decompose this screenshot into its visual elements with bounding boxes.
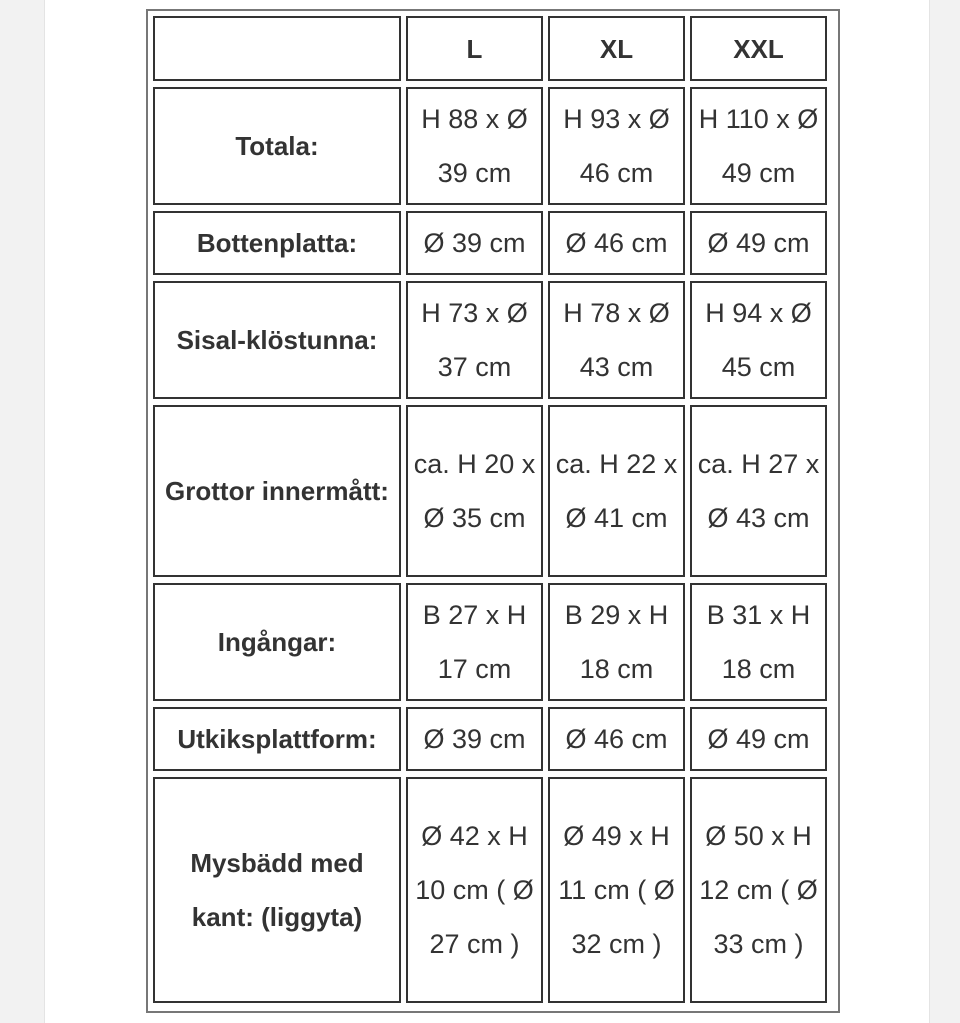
table-row <box>153 405 827 577</box>
column-header-xxl: XXL <box>690 16 827 81</box>
cell-utkiks-l: Ø 39 cm <box>406 707 543 771</box>
table-row <box>153 281 827 399</box>
cell-grottor-l: ca. H 20 x Ø 35 cm <box>406 405 543 577</box>
cell-totala-xxl: H 110 x Ø 49 cm <box>690 87 827 205</box>
cell-ingangar-xl: B 29 x H 18 cm <box>548 583 685 701</box>
table-row <box>153 707 827 771</box>
table-row <box>153 211 827 275</box>
row-label-utkiksplattform: Utkiksplattform: <box>153 707 401 771</box>
cell-grottor-xl: ca. H 22 x Ø 41 cm <box>548 405 685 577</box>
cell-sisal-l: H 73 x Ø 37 cm <box>406 281 543 399</box>
column-header-xl: XL <box>548 16 685 81</box>
cell-bottenplatta-xl: Ø 46 cm <box>548 211 685 275</box>
table-row <box>153 87 827 205</box>
row-label-sisal-klostunna: Sisal-klöstunna: <box>153 281 401 399</box>
cell-grottor-xxl: ca. H 27 x Ø 43 cm <box>690 405 827 577</box>
cell-bottenplatta-l: Ø 39 cm <box>406 211 543 275</box>
table-row <box>153 777 827 1003</box>
row-label-grottor: Grottor innermått: <box>153 405 401 577</box>
cell-bottenplatta-xxl: Ø 49 cm <box>690 211 827 275</box>
cell-totala-xl: H 93 x Ø 46 cm <box>548 87 685 205</box>
cell-totala-l: H 88 x Ø 39 cm <box>406 87 543 205</box>
table-corner-cell <box>153 16 401 81</box>
table-row <box>153 583 827 701</box>
cell-ingangar-xxl: B 31 x H 18 cm <box>690 583 827 701</box>
size-table <box>148 10 832 1009</box>
cell-utkiks-xl: Ø 46 cm <box>548 707 685 771</box>
row-label-bottenplatta: Bottenplatta: <box>153 211 401 275</box>
cell-sisal-xl: H 78 x Ø 43 cm <box>548 281 685 399</box>
column-header-l: L <box>406 16 543 81</box>
row-label-totala: Totala: <box>153 87 401 205</box>
cell-sisal-xxl: H 94 x Ø 45 cm <box>690 281 827 399</box>
size-table-frame <box>146 9 840 1013</box>
cell-utkiks-xxl: Ø 49 cm <box>690 707 827 771</box>
cell-mysbadd-xxl: Ø 50 x H 12 cm ( Ø 33 cm ) <box>690 777 827 1003</box>
cell-mysbadd-xl: Ø 49 x H 11 cm ( Ø 32 cm ) <box>548 777 685 1003</box>
row-label-mysbadd: Mysbädd med kant: (liggyta) <box>153 777 401 1003</box>
cell-ingangar-l: B 27 x H 17 cm <box>406 583 543 701</box>
page-background <box>44 0 930 1023</box>
row-label-ingangar: Ingångar: <box>153 583 401 701</box>
table-header-row <box>153 16 827 81</box>
cell-mysbadd-l: Ø 42 x H 10 cm ( Ø 27 cm ) <box>406 777 543 1003</box>
